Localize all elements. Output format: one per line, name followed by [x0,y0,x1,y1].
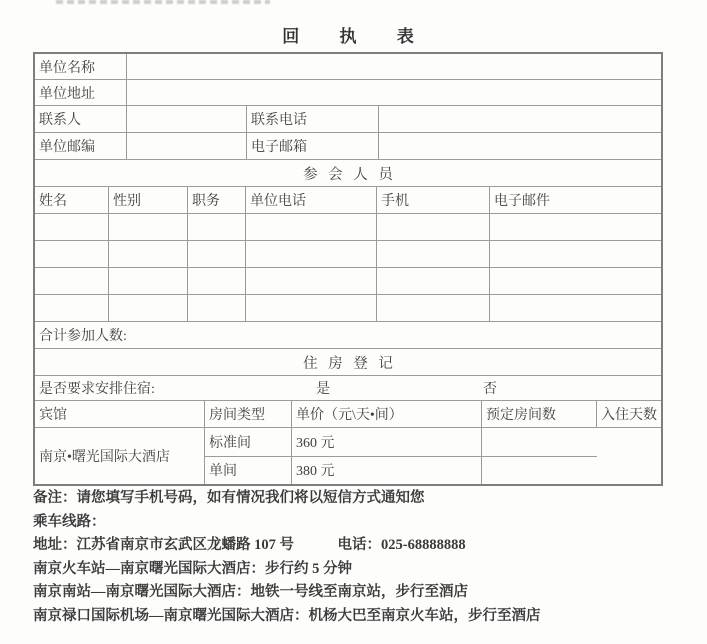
cropped-text-remnant [56,0,270,4]
rooms-reserved-field[interactable] [482,457,597,485]
col-header-unit-price: 单价（元\天•间） [292,401,482,427]
participant-cell[interactable] [109,268,188,294]
col-header-office-phone: 单位电话 [246,187,377,213]
participant-cell[interactable] [246,268,377,294]
lodging-needed-row [35,376,661,401]
hotel-header-row [35,401,661,428]
participant-cell[interactable] [188,268,246,294]
participant-cell[interactable] [246,295,377,321]
lodging-yes-option[interactable]: 是 [316,382,330,397]
col-header-room-type: 房间类型 [205,401,292,427]
hotel-room-rows [205,428,597,484]
col-header-rooms-reserved: 预定房间数 [482,401,597,427]
participant-cell[interactable] [490,295,661,321]
note-route-train-station: 南京火车站—南京曙光国际大酒店：步行约 5 分钟 [33,560,352,577]
unit-address-label: 单位地址 [35,80,127,105]
participant-cell[interactable] [490,268,661,294]
stay-days-field[interactable] [597,428,661,484]
participant-cell[interactable] [377,295,490,321]
lodging-no-option[interactable]: 否 [483,382,497,397]
room-price-single: 380 元 [292,457,482,485]
hotel-data-rows [35,428,661,484]
note-remark: 备注：请您填写手机号码，如有情况我们将以短信方式通知您 [33,490,425,506]
contact-phone-label: 联系电话 [247,106,379,132]
room-price-standard: 360 元 [292,428,482,456]
participant-row [35,295,661,322]
col-header-hotel: 宾馆 [35,401,205,427]
unit-zip-label: 单位邮编 [35,133,127,159]
reply-form-table [33,52,663,486]
unit-address-field[interactable] [127,80,661,105]
unit-name-field[interactable] [127,54,661,79]
table-row [35,106,661,133]
notes-block [33,487,683,628]
participant-cell[interactable] [377,268,490,294]
unit-email-field[interactable] [379,133,661,159]
lodging-needed-label: 是否要求安排住宿: [39,382,155,397]
participant-cell[interactable] [246,241,377,267]
participant-cell[interactable] [188,214,246,240]
participant-cell[interactable] [35,241,109,267]
participant-cell[interactable] [246,214,377,240]
room-type-single: 单间 [205,457,292,485]
participant-row [35,268,661,295]
participant-cell[interactable] [490,214,661,240]
participant-cell[interactable] [35,295,109,321]
lodging-section-header-row [35,349,661,376]
col-header-email: 电子邮件 [494,194,550,209]
col-header-stay-days: 入住天数 [601,408,657,423]
contact-phone-field[interactable] [379,106,661,132]
participant-cell[interactable] [35,214,109,240]
col-header-mobile: 手机 [377,187,490,213]
participant-cell[interactable] [188,295,246,321]
lodging-section-header: 住 房 登 记 [303,355,393,372]
note-route-south-station: 南京南站—南京曙光国际大酒店：地铁一号线至南京站，步行至酒店 [33,584,468,600]
participant-cell[interactable] [35,268,109,294]
total-participants-row [35,322,661,349]
note-address-phone: 地址：江苏省南京市玄武区龙蟠路 107 号 电话：025-68888888 [33,537,466,553]
col-header-gender: 性别 [109,187,188,213]
participant-cell[interactable] [109,295,188,321]
unit-name-label: 单位名称 [35,54,127,79]
col-header-position: 职务 [188,187,246,213]
participant-cell[interactable] [109,214,188,240]
participants-section-header-row [35,160,661,187]
col-header-name: 姓名 [35,187,109,213]
room-row-standard [205,428,597,457]
hotel-name-cell: 南京•曙光国际大酒店 [35,428,205,484]
note-route-header: 乘车线路： [33,513,106,530]
table-row [35,54,661,80]
participant-cell[interactable] [377,214,490,240]
participants-header-row [35,187,661,214]
participant-cell[interactable] [490,241,661,267]
table-row [35,80,661,106]
room-type-standard: 标准间 [205,428,292,456]
note-route-airport: 南京禄口国际机场—南京曙光国际大酒店：机杨大巴至南京火车站，步行至酒店 [33,607,541,624]
participant-cell[interactable] [377,241,490,267]
contact-field[interactable] [127,106,247,132]
total-participants-label[interactable]: 合计参加人数: [39,329,127,344]
participant-row [35,214,661,241]
participant-cell[interactable] [188,241,246,267]
rooms-reserved-field[interactable] [482,428,597,456]
table-row [35,133,661,160]
page-title: 回 执 表 [282,27,414,46]
participants-section-header: 参 会 人 员 [303,166,393,183]
participant-row [35,241,661,268]
unit-zip-field[interactable] [127,133,247,159]
contact-label: 联系人 [35,106,127,132]
room-row-single [205,457,597,485]
unit-email-label: 电子邮箱 [247,133,379,159]
participant-cell[interactable] [109,241,188,267]
